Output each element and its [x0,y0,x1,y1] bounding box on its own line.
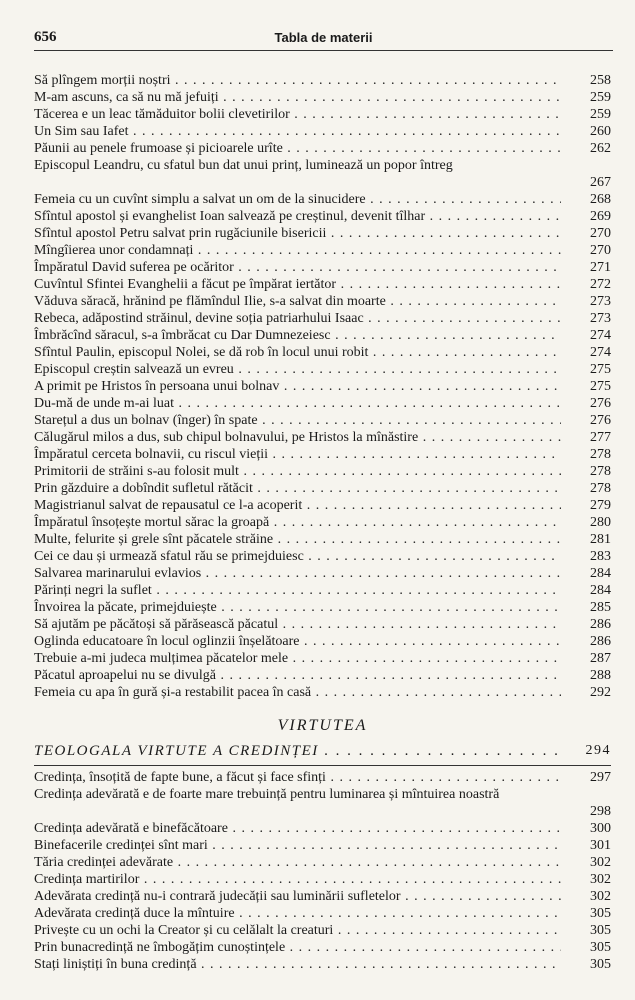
toc-entry-page: 301 [590,838,611,853]
toc-entry-page: 305 [590,906,611,921]
toc-entry-title: Oglinda educatoare în locul oglinzii înșelătoare . . . [34,633,561,650]
toc-entry [34,633,611,650]
toc-entry [34,922,611,939]
toc-entry [34,497,611,514]
toc-entry [34,429,611,446]
toc-entry [34,361,611,378]
toc-entry-title: Adevărata credință nu-i contrară judecății sau luminării sufletelor . . . [34,888,561,905]
toc-entry-page: 298 [590,804,611,819]
toc-entry-page: 280 [590,515,611,530]
toc-entry [34,905,611,922]
toc-entry-page: 273 [590,294,611,309]
toc-entry-page: 283 [590,549,611,564]
toc-entry [34,684,611,701]
toc-entry-page: 277 [590,430,611,445]
toc-entry-page: 278 [590,481,611,496]
toc-entry-title: Îmbrăcînd săracul, s-a îmbrăcat cu Dar Dumnezeiesc . . . [34,327,561,344]
toc-entry-page: 276 [590,396,611,411]
toc-entry-page: 259 [590,107,611,122]
toc-entry-title: Păcatul aproapelui nu se divulgă . . . [34,667,561,684]
toc-entry-title: Cuvîntul Sfintei Evanghelii a făcut pe împărat iertător . . . [34,276,561,293]
toc-entry-page: 271 [590,260,611,275]
toc-entry [34,956,611,973]
toc-entry-title: Văduva săracă, hrănind pe flămîndul Ilie, s-a salvat din moarte . . . [34,293,561,310]
toc-entry-page: 302 [590,872,611,887]
toc-entry-title: Primitorii de străini s-au folosit mult . . . [34,463,561,480]
toc-entry-title: Privește cu un ochi la Creator și cu celălalt la creaturi . . . [34,922,561,939]
toc-entry [34,225,611,242]
toc-entry-page: 279 [590,498,611,513]
toc-entry-page: 284 [590,583,611,598]
toc-entry-page: 286 [590,617,611,632]
toc-entry [34,276,611,293]
toc-entry [34,208,611,225]
toc-entry-page: 287 [590,651,611,666]
toc-entry-title: Învoirea la păcate, primejduiește . . . [34,599,561,616]
toc-entry-title: Mîngîierea unor condamnați . . . [34,242,561,259]
toc-entry [34,514,611,531]
toc-entry [34,327,611,344]
toc-entry-page: 284 [590,566,611,581]
toc-entry-title: Sfîntul apostol Petru salvat prin rugăciunile bisericii . . . [34,225,561,242]
running-title: Tabla de materii [274,30,373,45]
toc-entry-title: Călugărul milos a dus, sub chipul bolnavului, pe Hristos la mînăstire . . . [34,429,561,446]
toc-entry [34,344,611,361]
toc-entry-title: Credința adevărată e binefăcătoare . . . [34,820,561,837]
toc-list-top [34,72,611,701]
toc-entry-page: 274 [590,345,611,360]
toc-entry-page: 258 [590,73,611,88]
toc-entry-page: 305 [590,940,611,955]
toc-entry [34,89,611,106]
toc-entry-page: 297 [590,770,611,785]
toc-entry-page: 269 [590,209,611,224]
toc-entry-page: 275 [590,379,611,394]
subsection-entry [34,741,611,763]
toc-entry [34,157,611,191]
toc-entry [34,769,611,786]
toc-entry-title: Împăratul David suferea pe ocăritor . . . [34,259,561,276]
toc-entry-page: 305 [590,957,611,972]
toc-entry-title: Credința martirilor . . . [34,871,561,888]
toc-entry-page: 292 [590,685,611,700]
toc-entry-page: 288 [590,668,611,683]
toc-entry-page: 286 [590,634,611,649]
subsection-page: 294 [585,743,611,758]
page-header [34,28,613,51]
toc-entry-page: 305 [590,923,611,938]
toc-entry-title: Salvarea marinarului evlavios . . . [34,565,561,582]
section-divider [34,765,611,766]
toc-entry-title: Sfîntul apostol și evanghelist Ioan salvează pe creștinul, devenit tîlhar . . . [34,208,561,225]
toc-entry-page: 278 [590,447,611,462]
toc-entry-title: Tăcerea e un leac tămăduitor bolii clevetirilor . . . [34,106,561,123]
toc-entry-page: 300 [590,821,611,836]
table-of-contents [34,72,611,973]
toc-entry [34,650,611,667]
toc-entry-title: Episcopul creștin salvează un evreu . . . [34,361,561,378]
toc-entry [34,378,611,395]
toc-entry [34,140,611,157]
toc-entry-title: Femeia cu apa în gură și-a restabilit pacea în casă . . . [34,684,561,701]
toc-entry [34,599,611,616]
toc-entry [34,871,611,888]
toc-entry-page: 281 [590,532,611,547]
subsection-title: TEOLOGALA VIRTUTE A CREDINȚEI . . . [34,743,561,760]
toc-entry-title: Rebeca, adăpostind străinul, devine soția patriarhului Isaac . . . [34,310,561,327]
toc-entry-title: Părinți negri la suflet . . . [34,582,561,599]
toc-entry-page: 278 [590,464,611,479]
toc-entry-title: Du-mă de unde m-ai luat . . . [34,395,561,412]
toc-entry-title: Să plîngem morții noștri . . . [34,72,561,89]
toc-entry-title: Sfîntul Paulin, episcopul Nolei, se dă rob în locul unui robit . . . [34,344,561,361]
toc-entry [34,531,611,548]
toc-entry-page: 285 [590,600,611,615]
toc-entry-title: Stați liniștiți în buna credință . . . [34,956,561,973]
toc-entry [34,565,611,582]
toc-entry-title: Prin bunacredință ne îmbogățim cunoștințele . . . [34,939,561,956]
toc-entry [34,242,611,259]
toc-entry-title: Starețul a dus un bolnav (înger) în spate . . . [34,412,561,429]
page-number: 656 [34,29,57,45]
toc-entry [34,820,611,837]
toc-entry-page: 302 [590,855,611,870]
toc-entry-page: 274 [590,328,611,343]
toc-entry [34,786,611,820]
toc-entry [34,259,611,276]
toc-entry-title: Binefacerile credinței sînt mari . . . [34,837,561,854]
toc-entry-page: 276 [590,413,611,428]
toc-entry-page: 259 [590,90,611,105]
toc-entry [34,582,611,599]
toc-entry-title: Împăratul cerceta bolnavii, cu riscul vieții . . . [34,446,561,463]
toc-entry-title: Adevărata credință duce la mîntuire . . . [34,905,561,922]
toc-entry [34,667,611,684]
toc-entry [34,446,611,463]
toc-entry-title: M-am ascuns, ca să nu mă jefuiți . . . [34,89,561,106]
section-title: VIRTUTEA [277,717,368,734]
toc-entry [34,191,611,208]
toc-entry-page: 270 [590,243,611,258]
toc-entry-title: Un Sim sau Iafet . . . [34,123,561,140]
toc-entry-title: Cei ce dau și urmează sfatul rău se primejduiesc . . . [34,548,561,565]
toc-entry [34,888,611,905]
toc-entry-title: Femeia cu un cuvînt simplu a salvat un om de la sinucidere . . . [34,191,561,208]
toc-entry-title: Să ajutăm pe păcătoși să părăsească păcatul . . . [34,616,561,633]
toc-entry [34,293,611,310]
toc-entry-page: 267 [590,175,611,190]
toc-entry-page: 273 [590,311,611,326]
toc-list-bottom [34,769,611,973]
toc-entry-title: A primit pe Hristos în persoana unui bolnav . . . [34,378,561,395]
toc-entry [34,837,611,854]
toc-entry [34,939,611,956]
toc-entry [34,480,611,497]
toc-entry [34,106,611,123]
toc-entry-title: Credința adevărată e de foarte mare trebuință pentru luminarea și mîntuirea noastră [34,787,500,802]
toc-entry-title: Împăratul însoțește mortul sărac la groapă . . . [34,514,561,531]
toc-entry-title: Trebuie a-mi judeca mulțimea păcatelor mele . . . [34,650,561,667]
toc-entry-title: Credința, însoțită de fapte bune, a făcut și face sfinți . . . [34,769,561,786]
toc-entry [34,412,611,429]
toc-entry [34,310,611,327]
toc-entry-title: Păunii au penele frumoase și picioarele urîte . . . [34,140,561,157]
toc-entry-title: Multe, felurite și grele sînt păcatele străine . . . [34,531,561,548]
toc-entry-page: 268 [590,192,611,207]
toc-entry [34,854,611,871]
toc-entry [34,616,611,633]
toc-entry [34,395,611,412]
toc-entry-page: 302 [590,889,611,904]
toc-entry-page: 260 [590,124,611,139]
toc-entry-title: Episcopul Leandru, cu sfatul bun dat unui prinț, luminează un popor întreg [34,158,453,173]
toc-entry-page: 270 [590,226,611,241]
toc-entry-page: 272 [590,277,611,292]
toc-entry [34,463,611,480]
toc-entry [34,548,611,565]
toc-entry-page: 275 [590,362,611,377]
toc-entry-title: Magistrianul salvat de repausatul ce l-a acoperit . . . [34,497,561,514]
toc-entry-page: 262 [590,141,611,156]
toc-entry-title: Tăria credinței adevărate . . . [34,854,561,871]
toc-entry-title: Prin găzduire a dobîndit sufletul rătăcit . . . [34,480,561,497]
toc-entry [34,72,611,89]
toc-entry [34,123,611,140]
